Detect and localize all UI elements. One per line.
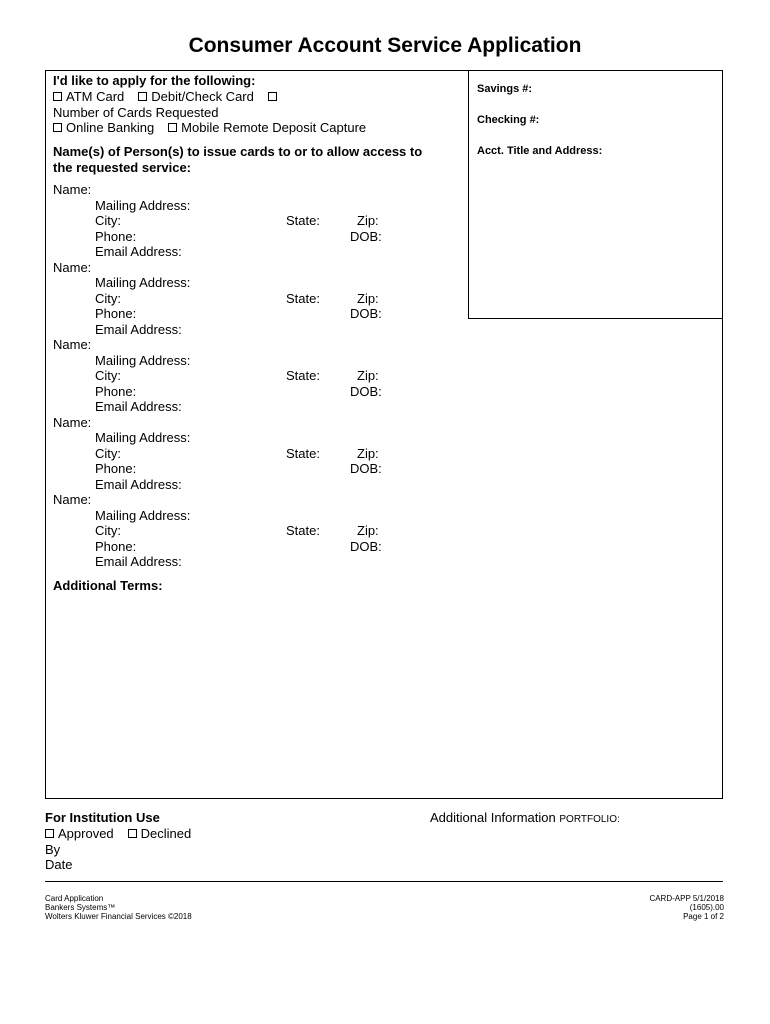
person-zip-label: Zip: <box>357 368 379 383</box>
person-phone-label: Phone: <box>95 539 137 554</box>
person-phone-label: Phone: <box>95 384 137 399</box>
institution-heading: For Institution Use <box>45 810 160 825</box>
checking-label: Checking #: <box>477 114 540 126</box>
footer-left <box>45 894 192 921</box>
footer-divider <box>45 881 723 882</box>
approved-label: Approved <box>58 826 114 841</box>
person-mailing-label: Mailing Address: <box>95 430 191 445</box>
footer-page-number: Page 1 of 2 <box>683 912 724 921</box>
footer-form-name: Card Application <box>45 894 104 903</box>
person-state-label: State: <box>286 213 320 228</box>
footer-version: (1605).00 <box>689 903 724 912</box>
debit-card-checkbox[interactable] <box>138 92 147 101</box>
atm-card-label: ATM Card <box>66 89 125 104</box>
apply-heading: I'd like to apply for the following: <box>53 73 256 88</box>
mobile-deposit-checkbox[interactable] <box>168 123 177 132</box>
person-dob-label: DOB: <box>350 384 382 399</box>
person-name-label: Name: <box>53 337 92 352</box>
person-name-label: Name: <box>53 492 92 507</box>
additional-terms-label: Additional Terms: <box>53 578 163 593</box>
person-dob-label: DOB: <box>350 306 382 321</box>
debit-card-label: Debit/Check Card <box>151 89 254 104</box>
additional-info-label: Additional Information <box>430 810 556 825</box>
additional-info-row <box>430 810 620 828</box>
online-banking-checkbox[interactable] <box>53 123 62 132</box>
service-options-row <box>53 120 366 136</box>
approval-row <box>45 826 191 842</box>
person-city-label: City: <box>95 291 121 306</box>
footer-publisher: Bankers Systems™ <box>45 903 116 912</box>
person-phone-label: Phone: <box>95 306 137 321</box>
acct-title-label: Acct. Title and Address: <box>477 145 603 157</box>
page-title: Consumer Account Service Application <box>188 34 582 57</box>
person-zip-label: Zip: <box>357 213 379 228</box>
person-email-label: Email Address: <box>95 322 182 337</box>
person-state-label: State: <box>286 368 320 383</box>
person-zip-label: Zip: <box>357 291 379 306</box>
person-dob-label: DOB: <box>350 229 382 244</box>
online-banking-label: Online Banking <box>66 120 155 135</box>
person-email-label: Email Address: <box>95 477 182 492</box>
person-state-label: State: <box>286 523 320 538</box>
portfolio-label: PORTFOLIO: <box>559 814 620 825</box>
person-city-label: City: <box>95 446 121 461</box>
person-state-label: State: <box>286 291 320 306</box>
by-label: By <box>45 842 61 857</box>
person-email-label: Email Address: <box>95 399 182 414</box>
person-phone-label: Phone: <box>95 229 137 244</box>
account-box <box>468 70 723 319</box>
person-state-label: State: <box>286 446 320 461</box>
card-options-row <box>53 89 281 105</box>
person-dob-label: DOB: <box>350 461 382 476</box>
approved-checkbox[interactable] <box>45 829 54 838</box>
person-zip-label: Zip: <box>357 446 379 461</box>
person-name-label: Name: <box>53 415 92 430</box>
person-city-label: City: <box>95 523 121 538</box>
person-mailing-label: Mailing Address: <box>95 508 191 523</box>
person-mailing-label: Mailing Address: <box>95 275 191 290</box>
person-mailing-label: Mailing Address: <box>95 198 191 213</box>
footer-right <box>649 894 724 921</box>
footer-form-code: CARD-APP 5/1/2018 <box>649 894 724 903</box>
footer-copyright: Wolters Kluwer Financial Services ©2018 <box>45 912 192 921</box>
person-email-label: Email Address: <box>95 244 182 259</box>
person-name-label: Name: <box>53 182 92 197</box>
declined-label: Declined <box>140 826 192 841</box>
person-city-label: City: <box>95 368 121 383</box>
extra-checkbox[interactable] <box>268 92 277 101</box>
num-cards-label: Number of Cards Requested <box>53 105 219 120</box>
atm-card-checkbox[interactable] <box>53 92 62 101</box>
savings-label: Savings #: <box>477 83 533 95</box>
mobile-deposit-label: Mobile Remote Deposit Capture <box>181 120 367 135</box>
person-mailing-label: Mailing Address: <box>95 353 191 368</box>
date-label: Date <box>45 857 73 872</box>
declined-checkbox[interactable] <box>128 829 137 838</box>
person-phone-label: Phone: <box>95 461 137 476</box>
person-city-label: City: <box>95 213 121 228</box>
person-zip-label: Zip: <box>357 523 379 538</box>
persons-heading: Name(s) of Person(s) to issue cards to or to allow access to the requested service: <box>53 144 423 175</box>
person-email-label: Email Address: <box>95 554 182 569</box>
person-dob-label: DOB: <box>350 539 382 554</box>
person-name-label: Name: <box>53 260 92 275</box>
